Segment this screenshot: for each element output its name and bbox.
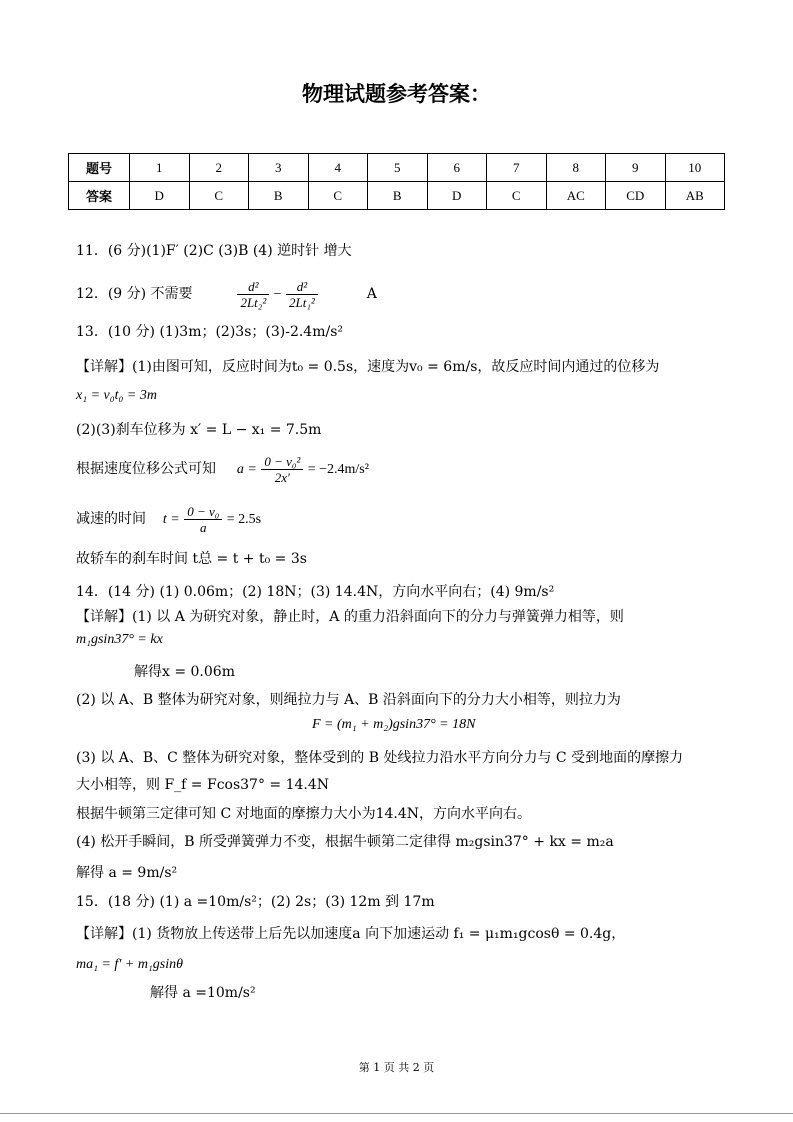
answer-14-eq-1: m₁gsin37° = kx — [76, 632, 163, 647]
answer-13-decel — [76, 501, 261, 537]
fraction-decel — [184, 504, 222, 535]
table-row-answers — [69, 182, 725, 210]
page-footer: 第 1 页 共 2 页 — [358, 1061, 435, 1074]
table-cell: 7 — [487, 154, 547, 182]
answer-13-accel — [76, 451, 369, 487]
fraction-numerator: 0 − v₀ — [184, 504, 222, 520]
fraction-12-second — [286, 279, 318, 310]
answer-15-detail-1: 【详解】(1) 货物放上传送带上后先以加速度a 向下加速运动 f₁ = μ₁m₁gcosθ = 0.4g， — [76, 926, 626, 942]
table-cell: AC — [546, 182, 606, 210]
table-cell: 6 — [427, 154, 487, 182]
table-cell: 5 — [368, 154, 428, 182]
fraction-accel — [261, 454, 303, 485]
fraction-denominator: 2Lt₂² — [240, 294, 267, 310]
table-cell: 9 — [606, 154, 666, 182]
table-answer-label: 答案 — [69, 182, 130, 210]
table-cell: B — [368, 182, 428, 210]
answer-15: 15．(18 分) (1) a =10m/s²；(2) 2s；(3) 12m 到 17m — [76, 894, 435, 910]
table-cell: C — [308, 182, 368, 210]
answer-15-solution-1: 解得 a =10m/s² — [150, 985, 256, 1001]
table-cell: 10 — [665, 154, 725, 182]
answer-15-eq-1: ma₁ = f′ + m₁gsinθ — [76, 957, 184, 972]
table-cell: 8 — [546, 154, 606, 182]
answer-13: 13．(10 分) (1)3m；(2)3s；(3)-2.4m/s² — [76, 324, 344, 340]
answer-14-detail-3b: 大小相等，则 F_f = Fcos37° = 14.4N — [76, 777, 330, 793]
answer-11: 11．(6 分)(1)F′ (2)C (3)B (4) 逆时针 增大 — [76, 243, 352, 259]
answer-14-detail-3a: (3) 以 A、B、C 整体为研究对象，整体受到的 B 处线拉力沿水平方向分力与 C 受到地面的摩擦力 — [76, 750, 684, 766]
answer-14: 14．(14 分) (1) 0.06m；(2) 18N；(3) 14.4N，方向水平向右；(4) 9m/s² — [76, 584, 555, 600]
answer-13-total: 故轿车的刹车时间 t总 = t + t₀ = 3s — [76, 551, 307, 567]
accel-result: = −2.4m/s² — [307, 462, 369, 477]
answer-14-detail-1: 【详解】(1) 以 A 为研究对象，静止时，A 的重力沿斜面向下的分力与弹簧弹力相等，则 — [76, 609, 624, 625]
answer-14-newton3: 根据牛顿第三定律可知 C 对地面的摩擦力大小为14.4N，方向水平向右。 — [76, 806, 532, 822]
table-cell: D — [130, 182, 190, 210]
table-header-label: 题号 — [69, 154, 130, 182]
fraction-numerator: d² — [237, 279, 269, 295]
answer-13-braking: (2)(3)刹车位移为 x′ = L − x₁ = 7.5m — [76, 422, 322, 438]
table-cell: B — [249, 182, 309, 210]
fraction-numerator: 0 − v₀² — [261, 454, 303, 470]
answer-14-detail-2: (2) 以 A、B 整体为研究对象，则绳拉力与 A、B 沿斜面向下的分力大小相等，则拉力为 — [76, 692, 621, 708]
decel-result: = 2.5s — [226, 512, 262, 527]
answer-13-x1: x₁ = v₀t₀ = 3m — [76, 388, 157, 403]
fraction-numerator: d² — [286, 279, 318, 295]
bottom-rule — [0, 1113, 793, 1114]
fraction-denominator: 2x′ — [274, 469, 290, 485]
answer-13-detail: 【详解】(1)由图可知，反应时间为t₀ = 0.5s，速度为v₀ = 6m/s，故反应时间内通过的位移为 — [76, 359, 660, 375]
fraction-denominator: 2Lt₁² — [289, 294, 315, 310]
table-cell: AB — [665, 182, 725, 210]
table-cell: CD — [606, 182, 666, 210]
table-cell: 3 — [249, 154, 309, 182]
answer-table — [68, 153, 725, 210]
table-cell: 2 — [189, 154, 249, 182]
answer-12-label: 12．(9 分) 不需要 — [76, 286, 193, 302]
table-cell: 1 — [130, 154, 190, 182]
accel-label: 根据速度位移公式可知 — [76, 461, 216, 477]
answer-14-solution-4: 解得 a = 9m/s² — [76, 865, 178, 881]
table-cell: D — [427, 182, 487, 210]
answer-14-solution-1: 解得x = 0.06m — [134, 664, 235, 680]
answer-12: 12．(9 分) 不需要 $\frac{\text{d²}}{\text{2Lt₂²}}$ − $\frac{\text{d²}}{\text{2Lt₁²}}$ A — [76, 278, 377, 310]
answer-14-detail-4: (4) 松开手瞬间，B 所受弹簧弹力不变，根据牛顿第二定律得 m₂gsin37° + kx = m₂a — [76, 834, 614, 850]
page-title: 物理试题参考答案： — [302, 82, 491, 106]
fraction-denominator: a — [199, 519, 207, 535]
table-cell: 4 — [308, 154, 368, 182]
answer-14-eq-2: F = (m₁ + m₂)gsin37° = 18N — [312, 717, 476, 732]
decel-label: 减速的时间 — [76, 511, 146, 527]
table-cell: C — [189, 182, 249, 210]
table-row-numbers — [69, 154, 725, 182]
table-cell: C — [487, 182, 547, 210]
accel-lhs: a = — [236, 462, 257, 477]
decel-lhs: t = — [162, 512, 180, 527]
fraction-12-first — [237, 279, 269, 310]
answer-12-choice: A — [366, 286, 377, 302]
